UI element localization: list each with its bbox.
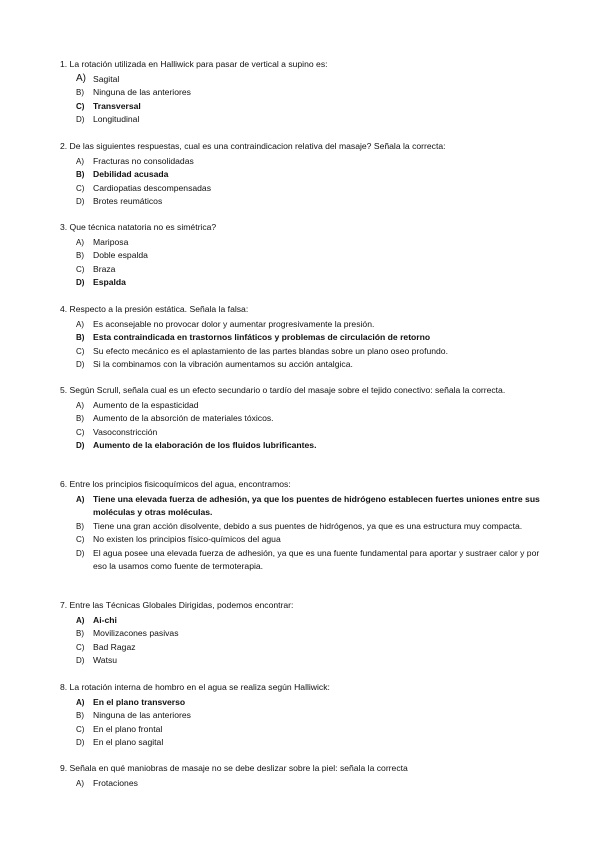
option-text: En el plano sagital: [93, 737, 164, 747]
option-letter: B): [76, 170, 85, 179]
option-d: [60, 358, 540, 372]
option-c: [60, 426, 540, 440]
question-text: 4. Respecto a la presión estática. Señala la falsa:: [60, 304, 249, 314]
option-d: [60, 113, 540, 127]
option-text: Mariposa: [93, 236, 129, 247]
option-text: Tiene una elevada fuerza de adhesión, ya que los puentes de hidrógeno establecen fuertes uniones entre sus moléculas y otras moléculas.: [93, 493, 540, 517]
question-text: 1. La rotación utilizada en Halliwick para pasar de vertical a supino es:: [60, 59, 328, 69]
option-text: Frotaciones: [93, 777, 138, 788]
option-a: [60, 777, 540, 791]
option-d: [60, 654, 540, 668]
option-b: [60, 627, 540, 641]
question-6: [60, 478, 540, 574]
option-a: [60, 318, 540, 332]
option-letter: A): [76, 778, 84, 788]
option-letter: C): [76, 535, 85, 544]
option-text: Aumento de la elaboración de los fluidos lubrificantes.: [93, 440, 317, 450]
option-c: [60, 641, 540, 655]
option-text: Esta contraindicada en trastornos linfáticos y problemas de circulación de retorno: [93, 332, 431, 342]
question-text: 7. Entre las Técnicas Globales Dirigidas, podemos encontrar:: [60, 600, 294, 610]
option-letter: C): [76, 427, 85, 437]
option-text: Sagital: [93, 73, 120, 84]
option-text: Transversal: [93, 100, 141, 111]
question-2: [60, 140, 540, 209]
question-text: 5. Según Scrull, señala cual es un efecto secundario o tardío del masaje sobre el tejido conectivo: señala la correcta.: [60, 385, 506, 395]
option-text: En el plano frontal: [93, 723, 163, 734]
option-a-correct: [60, 493, 540, 520]
option-letter: D): [76, 197, 85, 206]
option-c-correct: [60, 100, 540, 114]
option-letter: D): [76, 360, 85, 369]
option-b: [60, 520, 540, 534]
question-5: [60, 384, 540, 453]
question-text: 2. De las siguientes respuestas, cual es una contraindicacion relativa del masaje? Señala la correcta:: [60, 141, 446, 151]
option-letter: B): [76, 251, 84, 260]
option-a: [60, 155, 540, 169]
option-letter: A): [76, 494, 85, 504]
option-text: Longitudinal: [93, 114, 140, 124]
option-text: El agua posee una elevada fuerza de adhesión, ya que es una fuente fundamental para aportar y sustraer calor y por eso la usamos como fuente de termoterapia.: [93, 547, 540, 571]
option-text: Vasoconstricción: [93, 426, 158, 437]
option-text: Movilizacones pasivas: [93, 628, 179, 638]
option-text: Brotes reumáticos: [93, 196, 163, 206]
option-text: Tiene una gran acción disolvente, debido a sus puentes de hidrógenos, ya que es una estructura muy compacta.: [93, 520, 523, 531]
option-c: [60, 263, 540, 277]
option-letter: A): [76, 319, 84, 329]
option-a-correct: [60, 696, 540, 710]
option-letter: A): [76, 697, 85, 707]
option-b: [60, 249, 540, 263]
option-letter: C): [76, 183, 85, 193]
option-c: [60, 533, 540, 547]
option-a-correct: [60, 614, 540, 628]
option-letter: D): [76, 115, 85, 124]
option-text: Su efecto mecánico es el aplastamiento de las partes blandas sobre un plano oseo profundo.: [93, 345, 448, 356]
option-d: [60, 547, 540, 574]
option-text: Doble espalda: [93, 250, 148, 260]
option-text: Debilidad acusada: [93, 169, 169, 179]
question-text: 8. La rotación interna de hombro en el agua se realiza según Halliwick:: [60, 682, 330, 692]
option-text: Fracturas no consolidadas: [93, 155, 194, 166]
option-b: [60, 86, 540, 100]
option-text: Braza: [93, 263, 116, 274]
option-letter: A): [76, 615, 85, 625]
option-letter: C): [76, 724, 85, 734]
option-b: [60, 412, 540, 426]
option-text: Aumento de la absorción de materiales tóxicos.: [93, 413, 274, 423]
option-text: Ninguna de las anteriores: [93, 710, 191, 720]
option-d-correct: [60, 276, 540, 290]
option-text: En el plano transverso: [93, 696, 186, 707]
option-letter: B): [76, 414, 84, 423]
option-text: Aumento de la espasticidad: [93, 399, 199, 410]
option-letter: B): [76, 629, 84, 638]
option-letter: A): [76, 72, 86, 84]
option-d: [60, 736, 540, 750]
option-letter: B): [76, 711, 84, 720]
option-d-correct: [60, 439, 540, 453]
option-a: [60, 399, 540, 413]
option-letter: D): [76, 656, 85, 665]
option-b-correct: [60, 331, 540, 345]
question-8: [60, 681, 540, 750]
option-letter: D): [76, 441, 85, 450]
question-4: [60, 303, 540, 372]
option-text: Bad Ragaz: [93, 641, 136, 652]
option-letter: C): [76, 346, 85, 356]
option-letter: A): [76, 237, 84, 247]
option-letter: C): [76, 101, 85, 111]
option-letter: D): [76, 548, 85, 558]
option-a: [60, 73, 540, 87]
option-text: Ai-chi: [93, 614, 117, 625]
question-text: 3. Que técnica natatoria no es simétrica?: [60, 222, 217, 232]
option-letter: D): [76, 278, 85, 287]
option-text: Watsu: [93, 655, 118, 665]
option-d: [60, 195, 540, 209]
option-letter: B): [76, 521, 84, 531]
option-b: [60, 709, 540, 723]
option-text: Ninguna de las anteriores: [93, 87, 191, 97]
question-9: [60, 762, 540, 790]
option-a: [60, 236, 540, 250]
question-text: 6. Entre los principios fisicoquímicos del agua, encontramos:: [60, 479, 291, 489]
option-letter: C): [76, 264, 85, 274]
option-text: Espalda: [93, 277, 126, 287]
option-c: [60, 182, 540, 196]
option-text: No existen los principios físico-químicos del agua: [93, 534, 281, 544]
option-letter: A): [76, 156, 84, 166]
option-letter: D): [76, 738, 85, 747]
option-text: Si la combinamos con la vibración aumentamos su acción antalgica.: [93, 359, 353, 369]
option-b-correct: [60, 168, 540, 182]
question-1: [60, 58, 540, 127]
option-letter: B): [76, 333, 85, 342]
option-letter: C): [76, 642, 85, 652]
question-3: [60, 221, 540, 290]
option-letter: B): [76, 88, 84, 97]
option-letter: A): [76, 400, 84, 410]
option-text: Es aconsejable no provocar dolor y aumentar progresivamente la presión.: [93, 318, 375, 329]
question-7: [60, 599, 540, 668]
option-c: [60, 345, 540, 359]
option-c: [60, 723, 540, 737]
option-text: Cardiopatias descompensadas: [93, 182, 211, 193]
question-text: 9. Señala en qué maniobras de masaje no se debe deslizar sobre la piel: señala la correcta: [60, 763, 408, 773]
